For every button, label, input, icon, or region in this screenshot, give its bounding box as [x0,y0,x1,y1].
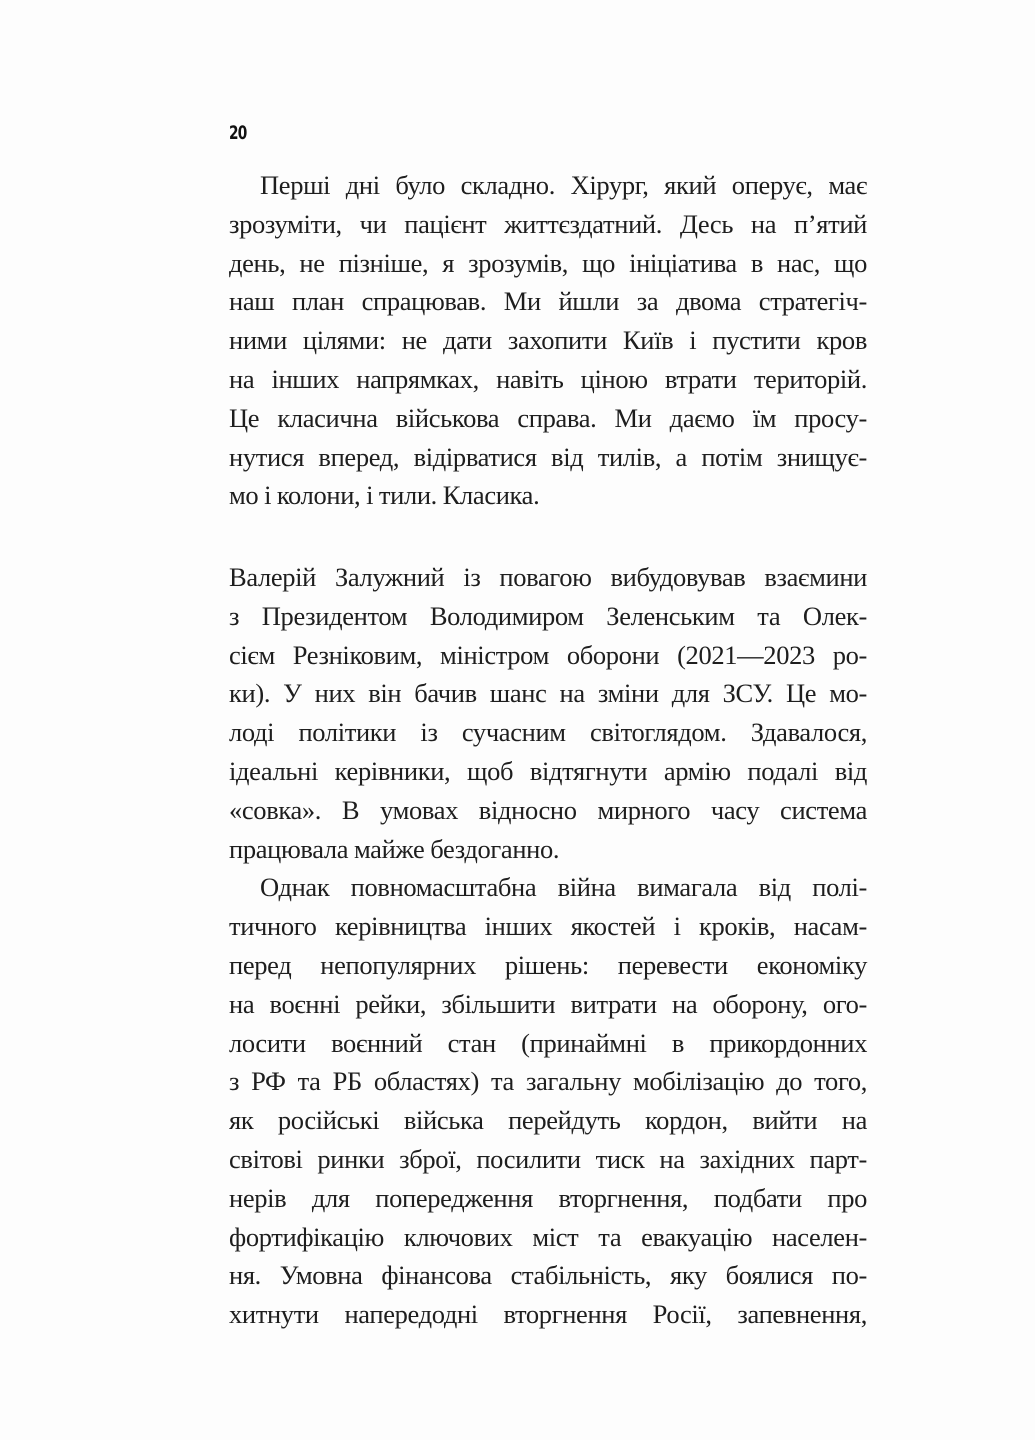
text-line: наш план спрацював. Ми йшли за двома стратегіч- [229,286,867,317]
text-line: тичного керівництва інших якостей і кроків, насам- [229,911,867,942]
body-text [229,558,867,1334]
text-line: нутися вперед, відірватися від тилів, а потім знищує- [229,441,867,472]
text-line: на воєнні рейки, збільшити витрати на оборону, ого- [229,988,867,1019]
text-line: нерів для попередження вторгнення, подбати про [229,1182,867,1213]
text-line: день, не пізніше, я зрозумів, що ініціатива в нас, що [229,247,867,278]
text-line: перед непопулярних рішень: перевести економіку [229,949,867,980]
text-line: Однак повномасштабна війна вимагала від полі- [260,872,867,903]
quote-paragraph [229,166,867,515]
text-line: Це класична військова справа. Ми даємо їм просу- [229,402,867,433]
text-line: лоді політики із сучасним світоглядом. Здавалося, [229,717,867,748]
text-line: Валерій Залужний із повагою вибудовував взаємини [229,562,867,592]
text-line: хитнути напередодні вторгнення Росії, запевнення, [229,1299,867,1330]
text-line: з РФ та РБ областях) та загальну мобілізацію до того, [229,1066,867,1097]
text-line: сієм Резніковим, міністром оборони (2021—2023 ро- [229,639,867,670]
text-line: ідеальні керівники, щоб відтягнути армію подалі від [229,755,867,786]
paragraph [229,558,867,868]
paragraph [229,868,867,1334]
text-line: Перші дні було складно. Хірург, який оперує, має [260,170,867,200]
text-line: працювала майже бездоганно. [229,833,560,864]
text-line: на інших напрямках, навіть ціною втрати територій. [229,363,867,394]
text-line: ними цілями: не дати захопити Київ і пустити кров [229,325,867,356]
text-line: мо і колони, і тили. Класика. [229,480,540,511]
text-line: ня. Умовна фінансова стабільність, яку боялися по- [229,1260,867,1291]
text-line: фортифікацію ключових міст та евакуацію населен- [229,1221,867,1252]
text-line: як російські війська перейдуть кордон, вийти на [229,1105,867,1136]
text-line: з Президентом Володимиром Зеленським та Олек- [229,600,867,631]
text-line: «совка». В умовах відносно мирного часу система [229,794,867,825]
text-line: ки). У них він бачив шанс на зміни для ЗСУ. Це мо- [229,678,867,709]
text-line: світові ринки зброї, посилити тиск на західних парт- [229,1143,867,1174]
page-number: 20 [229,122,247,144]
text-line: лосити воєнний стан (принаймні в прикордонних [229,1027,867,1058]
text-line: зрозуміти, чи пацієнт життєздатний. Десь на п’ятий [229,208,867,239]
quote-block [229,166,867,515]
